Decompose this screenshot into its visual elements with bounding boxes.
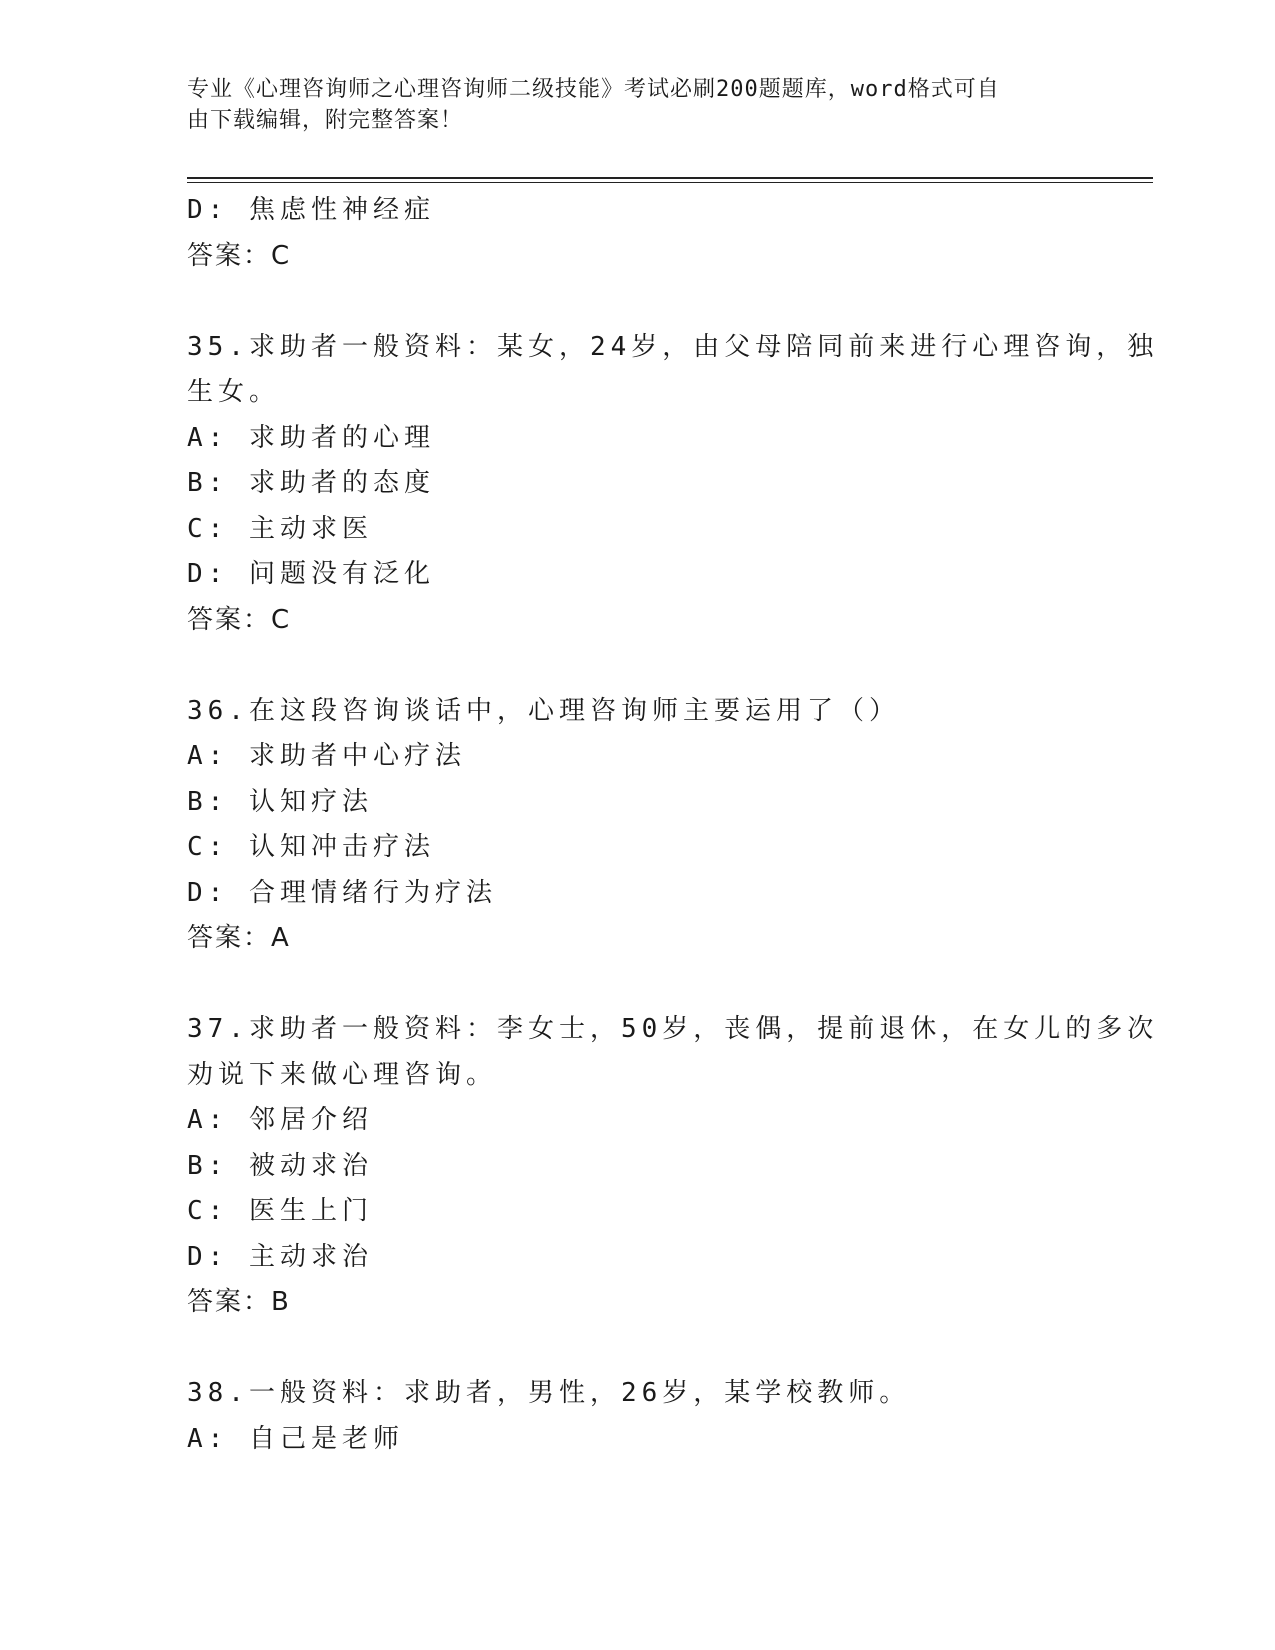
question-stem: 38.一般资料：求助者，男性，26岁，某学校教师。	[187, 1378, 911, 1408]
option-b: B: 求助者的态度	[187, 468, 435, 498]
option-d: D: 合理情绪行为疗法	[187, 877, 497, 908]
option-c: C: 主动求医	[187, 513, 373, 544]
option-d: D: 主动求治	[187, 1241, 373, 1272]
question-list	[187, 188, 1159, 1462]
header-rule-thin	[187, 182, 1153, 183]
prev-answer: 答案：C	[187, 240, 292, 271]
header-rule-thick	[187, 177, 1153, 179]
option-c: C: 认知冲击疗法	[187, 832, 435, 862]
answer: 答案：C	[187, 604, 292, 635]
option-a: A: 求助者的心理	[187, 422, 435, 453]
option-a: A: 邻居介绍	[187, 1105, 373, 1135]
option-a: A: 自己是老师	[187, 1423, 404, 1454]
question-stem: 35.求助者一般资料：某女，24岁，由父母陪同前来进行心理咨询，独	[187, 331, 1159, 362]
prev-option-d: D: 焦虑性神经症	[187, 195, 435, 225]
answer: 答案：B	[187, 1287, 291, 1317]
document-header	[187, 74, 1087, 136]
question-stem: 36.在这段咨询谈话中，心理咨询师主要运用了（）	[187, 695, 900, 726]
option-b: B: 认知疗法	[187, 786, 373, 817]
question-35	[187, 325, 1159, 644]
spacer	[187, 643, 1087, 689]
spacer	[187, 1326, 1087, 1372]
header-line-2: 由下载编辑，附完整答案！	[187, 108, 464, 133]
spacer	[187, 962, 1087, 1008]
option-a: A: 求助者中心疗法	[187, 741, 466, 771]
header-line-1: 专业《心理咨询师之心理咨询师二级技能》考试必刷200题题库，word格式可自	[187, 77, 1000, 102]
option-c: C: 医生上门	[187, 1196, 373, 1226]
question-38	[187, 1371, 1087, 1462]
option-b: B: 被动求治	[187, 1150, 373, 1181]
spacer	[187, 279, 1087, 325]
question-stem-continued: 生女。	[187, 377, 281, 407]
question-stem-continued: 劝说下来做心理咨询。	[187, 1059, 498, 1090]
question-37	[187, 1007, 1159, 1326]
option-d: D: 问题没有泛化	[187, 559, 435, 589]
answer: 答案：A	[187, 923, 291, 953]
question-stem: 37.求助者一般资料：李女士，50岁，丧偶，提前退休，在女儿的多次	[187, 1014, 1159, 1044]
question-36	[187, 689, 1087, 962]
